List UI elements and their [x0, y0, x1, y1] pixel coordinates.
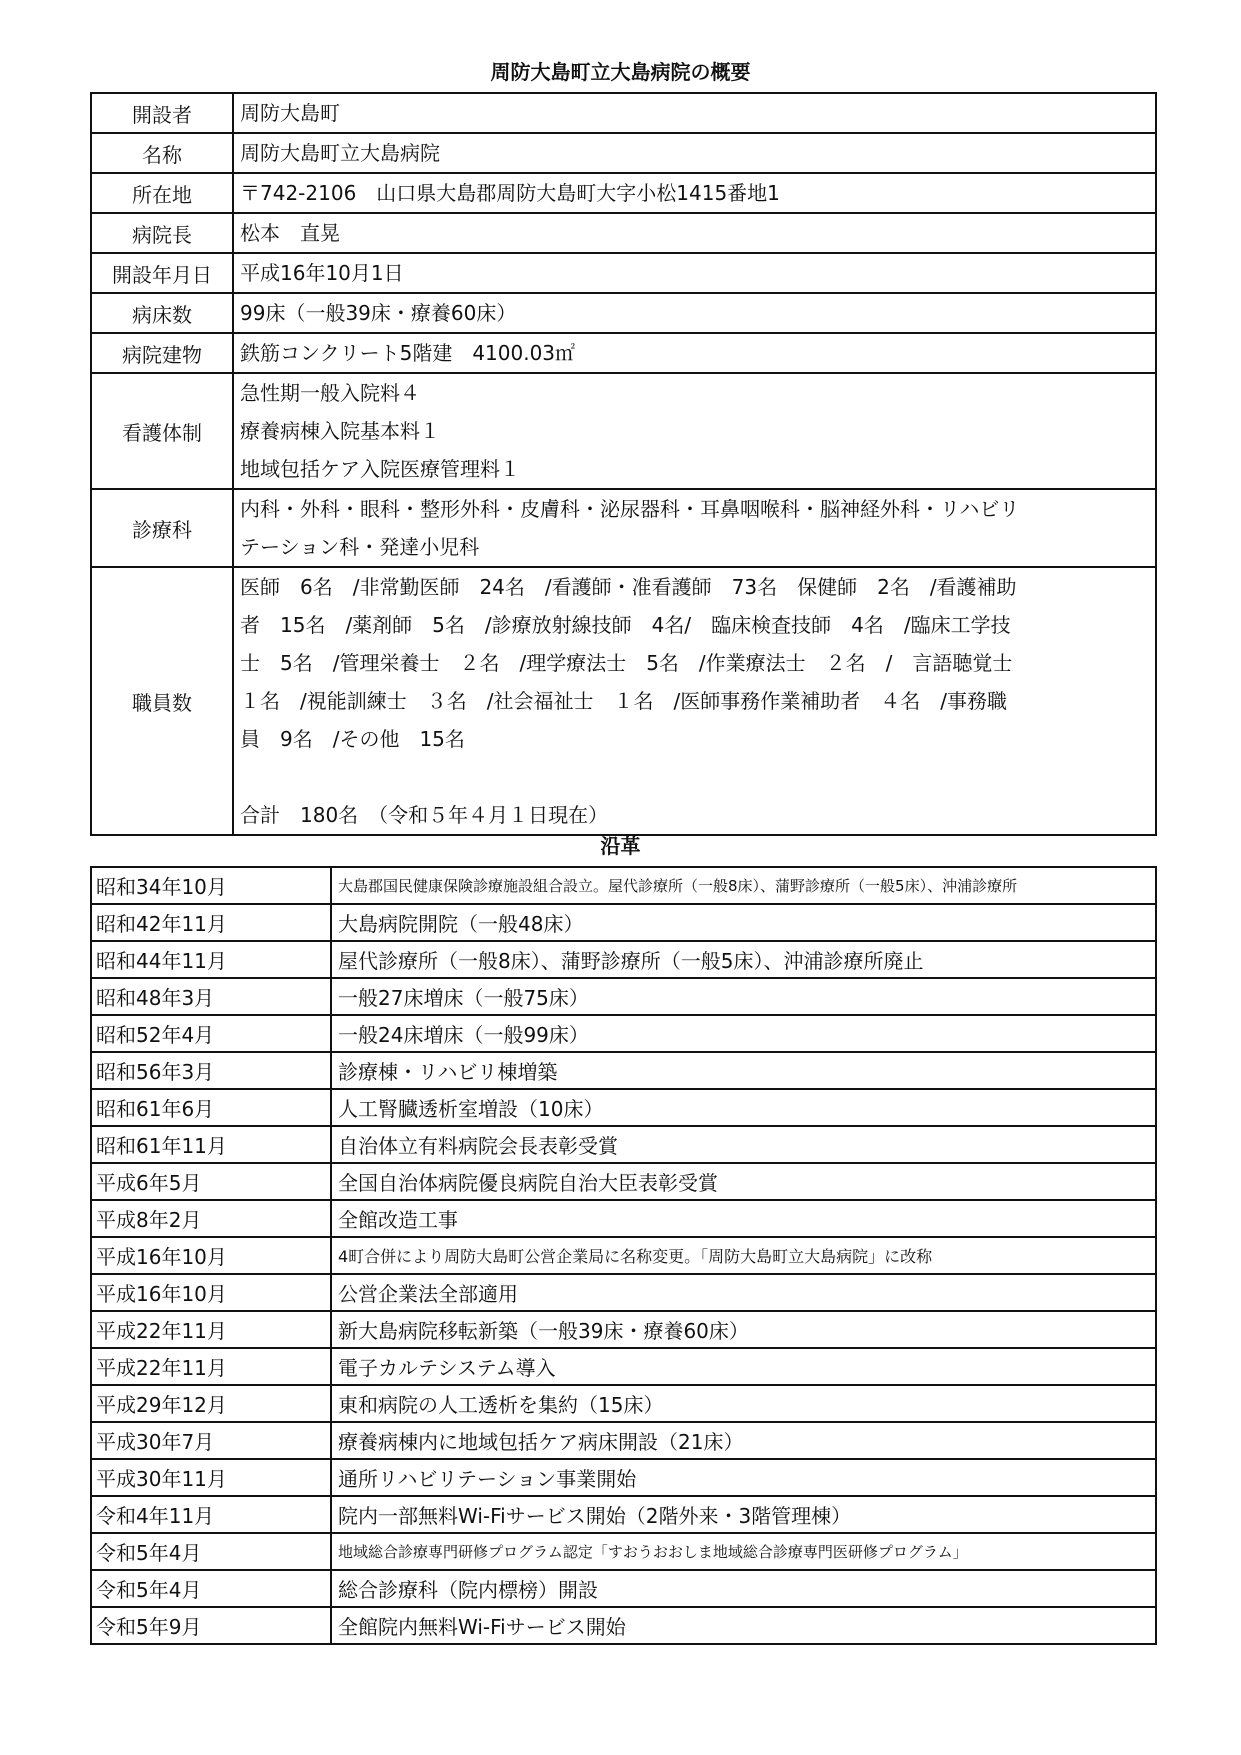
overview-value-line: 療養病棟入院基本料１: [240, 419, 440, 443]
history-title: 沿革: [600, 834, 641, 858]
history-event: 電子カルテシステム導入: [331, 1348, 1156, 1385]
history-row: [91, 1422, 1156, 1459]
history-event: 療養病棟内に地域包括ケア病床開設（21床）: [331, 1422, 1156, 1459]
overview-value: [233, 173, 1156, 213]
history-event: 大島郡国民健康保険診療施設組合設立。屋代診療所（一般8床）、蒲野診療所（一般5床）、沖浦診療所: [331, 867, 1156, 904]
history-date: 平成22年11月: [91, 1348, 331, 1385]
history-date: 昭和61年6月: [91, 1089, 331, 1126]
overview-value: [233, 567, 1156, 835]
overview-value-line: 内科・外科・眼科・整形外科・皮膚科・泌尿器科・耳鼻咽喉科・脳神経外科・リハビリ: [240, 497, 1020, 521]
history-event: 一般24床増床（一般99床）: [331, 1015, 1156, 1052]
overview-value-line: 地域包括ケア入院医療管理料１: [240, 457, 520, 481]
overview-value-line: 士 5名 /管理栄養士 ２名 /理学療法士 5名 /作業療法士 ２名 / 言語聴覚士: [240, 651, 1013, 675]
history-date: 平成30年7月: [91, 1422, 331, 1459]
overview-label: 名称: [91, 133, 233, 173]
history-event: 全館改造工事: [331, 1200, 1156, 1237]
history-event: 診療棟・リハビリ棟増築: [331, 1052, 1156, 1089]
history-row: [91, 1089, 1156, 1126]
history-row: [91, 1385, 1156, 1422]
history-event: 屋代診療所（一般8床）、蒲野診療所（一般5床）、沖浦診療所廃止: [331, 941, 1156, 978]
overview-value-line: 急性期一般入院料４: [240, 381, 420, 405]
history-event: 地域総合診療専門研修プログラム認定「すおうおおしま地域総合診療専門医研修プログラム」: [331, 1533, 1156, 1570]
overview-label: 所在地: [91, 173, 233, 213]
overview-value-line: 周防大島町立大島病院: [240, 141, 440, 165]
overview-value-line: [240, 758, 1149, 796]
overview-value: [233, 373, 1156, 489]
history-event: 大島病院開院（一般48床）: [331, 904, 1156, 941]
history-event: 一般27床増床（一般75床）: [331, 978, 1156, 1015]
overview-value-line: テーション科・発達小児科: [240, 535, 480, 559]
history-date: 令和4年11月: [91, 1496, 331, 1533]
overview-value: [233, 293, 1156, 333]
overview-label: 病院建物: [91, 333, 233, 373]
history-event: 院内一部無料Wi-Fiサービス開始（2階外来・3階管理棟）: [331, 1496, 1156, 1533]
overview-value-line: 医師 6名 /非常勤医師 24名 /看護師・准看護師 73名 保健師 2名 /看護補助: [240, 575, 1017, 599]
overview-value: [233, 93, 1156, 133]
overview-row: [91, 293, 1156, 333]
overview-label: 病院長: [91, 213, 233, 253]
overview-label: 職員数: [91, 567, 233, 835]
history-date: 平成16年10月: [91, 1274, 331, 1311]
overview-row: [91, 253, 1156, 293]
overview-label: 病床数: [91, 293, 233, 333]
history-date: 平成30年11月: [91, 1459, 331, 1496]
history-date: 昭和52年4月: [91, 1015, 331, 1052]
history-row: [91, 1496, 1156, 1533]
history-row: [91, 1274, 1156, 1311]
history-row: [91, 867, 1156, 904]
overview-value-line: 周防大島町: [240, 101, 340, 125]
overview-value-line: 〒742-2106 山口県大島郡周防大島町大字小松1415番地1: [240, 181, 780, 205]
history-row: [91, 1533, 1156, 1570]
history-date: 平成16年10月: [91, 1237, 331, 1274]
history-date: 令和5年4月: [91, 1533, 331, 1570]
history-row: [91, 941, 1156, 978]
history-row: [91, 1163, 1156, 1200]
history-event: 東和病院の人工透析を集約（15床）: [331, 1385, 1156, 1422]
overview-row: [91, 333, 1156, 373]
overview-row: [91, 373, 1156, 489]
history-event: 全館院内無料Wi-Fiサービス開始: [331, 1607, 1156, 1644]
history-row: [91, 1126, 1156, 1163]
overview-row: [91, 93, 1156, 133]
history-event: 公営企業法全部適用: [331, 1274, 1156, 1311]
history-row: [91, 1570, 1156, 1607]
overview-table: [90, 92, 1157, 836]
history-table: [90, 866, 1157, 1645]
history-event: 全国自治体病院優良病院自治大臣表彰受賞: [331, 1163, 1156, 1200]
overview-label: 開設者: [91, 93, 233, 133]
history-date: 平成29年12月: [91, 1385, 331, 1422]
history-date: 平成22年11月: [91, 1311, 331, 1348]
overview-value: [233, 333, 1156, 373]
history-row: [91, 1237, 1156, 1274]
history-event: 通所リハビリテーション事業開始: [331, 1459, 1156, 1496]
history-date: 平成8年2月: [91, 1200, 331, 1237]
history-date: 昭和34年10月: [91, 867, 331, 904]
history-date: 昭和56年3月: [91, 1052, 331, 1089]
history-date: 令和5年9月: [91, 1607, 331, 1644]
history-row: [91, 1607, 1156, 1644]
overview-value: [233, 213, 1156, 253]
history-date: 昭和48年3月: [91, 978, 331, 1015]
overview-value-line: １名 /視能訓練士 ３名 /社会福祉士 １名 /医師事務作業補助者 ４名 /事務職: [240, 689, 1007, 713]
overview-value: [233, 489, 1156, 567]
overview-value-line: 鉄筋コンクリート5階建 4100.03㎡: [240, 341, 576, 365]
history-event: 総合診療科（院内標榜）開設: [331, 1570, 1156, 1607]
history-event: 4町合併により周防大島町公営企業局に名称変更。「周防大島町立大島病院」に改称: [331, 1237, 1156, 1274]
overview-row: [91, 213, 1156, 253]
overview-value-line: 者 15名 /薬剤師 5名 /診療放射線技師 4名/ 臨床検査技師 4名 /臨床工学技: [240, 613, 1011, 637]
overview-row: [91, 489, 1156, 567]
history-date: 昭和44年11月: [91, 941, 331, 978]
overview-value-line: 員 9名 /その他 15名: [240, 727, 465, 751]
overview-value-line: 平成16年10月1日: [240, 261, 404, 285]
history-row: [91, 1200, 1156, 1237]
history-date: 平成6年5月: [91, 1163, 331, 1200]
history-row: [91, 1348, 1156, 1385]
history-date: 令和5年4月: [91, 1570, 331, 1607]
overview-label: 診療科: [91, 489, 233, 567]
history-event: 新大島病院移転新築（一般39床・療養60床）: [331, 1311, 1156, 1348]
history-row: [91, 904, 1156, 941]
overview-value-line: 合計 180名 （令和５年４月１日現在）: [240, 803, 609, 827]
history-row: [91, 1052, 1156, 1089]
history-row: [91, 1459, 1156, 1496]
overview-label: 開設年月日: [91, 253, 233, 293]
history-row: [91, 978, 1156, 1015]
overview-value: [233, 253, 1156, 293]
overview-value-line: 松本 直晃: [240, 221, 340, 245]
overview-value: [233, 133, 1156, 173]
history-row: [91, 1311, 1156, 1348]
history-date: 昭和42年11月: [91, 904, 331, 941]
overview-row: [91, 173, 1156, 213]
history-row: [91, 1015, 1156, 1052]
page-title: 周防大島町立大島病院の概要: [490, 60, 751, 84]
overview-row: [91, 133, 1156, 173]
overview-label: 看護体制: [91, 373, 233, 489]
overview-value-line: 99床（一般39床・療養60床）: [240, 301, 517, 325]
history-event: 自治体立有料病院会長表彰受賞: [331, 1126, 1156, 1163]
history-date: 昭和61年11月: [91, 1126, 331, 1163]
history-event: 人工腎臓透析室増設（10床）: [331, 1089, 1156, 1126]
overview-row: [91, 567, 1156, 835]
